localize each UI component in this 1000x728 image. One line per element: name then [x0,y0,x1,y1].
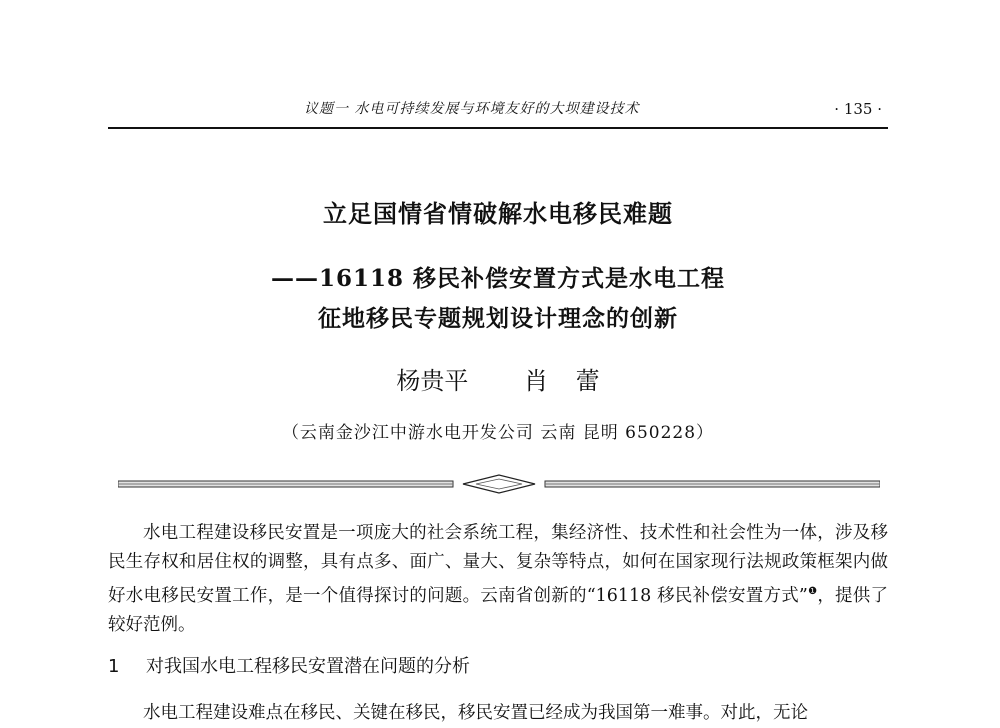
footnote-marker: ❶ [807,586,818,597]
divider-ornament [118,474,880,494]
article-title: 立足国情省情破解水电移民难题 [323,200,673,228]
paragraph-text: 水电工程建设移民安置是一项庞大的社会系统工程，集经济性、技术性和社会性为一体，涉及移民生存权和居住权的调整，具有点多、面广、量大、复杂等特点，如何在国家现行法规政策框架内做好水电移民安置工作，是一个值得探讨的问题。云南省创新的“16118 移民补偿安置方式” [108,523,888,606]
running-header [108,98,888,120]
affiliation: （云南金沙江中游水电开发公司 云南 昆明 650228） [281,423,715,443]
header-rule [108,127,888,129]
section-number: 1 [108,656,120,677]
author-name: 杨贵平 [396,367,469,395]
article-subtitle-line2: 征地移民专题规划设计理念的创新 [318,305,678,332]
article-subtitle-line1: ——16118 移民补偿安置方式是水电工程 [270,265,726,292]
author-name: 肖 蕾 [524,367,600,395]
running-title: 议题一 水电可持续发展与环境友好的大坝建设技术 [304,101,640,117]
page-number: · 135 · [834,100,882,118]
body-paragraph [108,519,888,640]
paragraph-text: ，提供了较好范例。 [108,585,889,635]
body-paragraph: 水电工程建设难点在移民、关键在移民，移民安置已经成为我国第一难事。对此，无论 [143,703,808,723]
section-title: 对我国水电工程移民安置潜在问题的分析 [146,656,470,677]
authors [108,361,888,396]
section-heading [108,652,888,678]
